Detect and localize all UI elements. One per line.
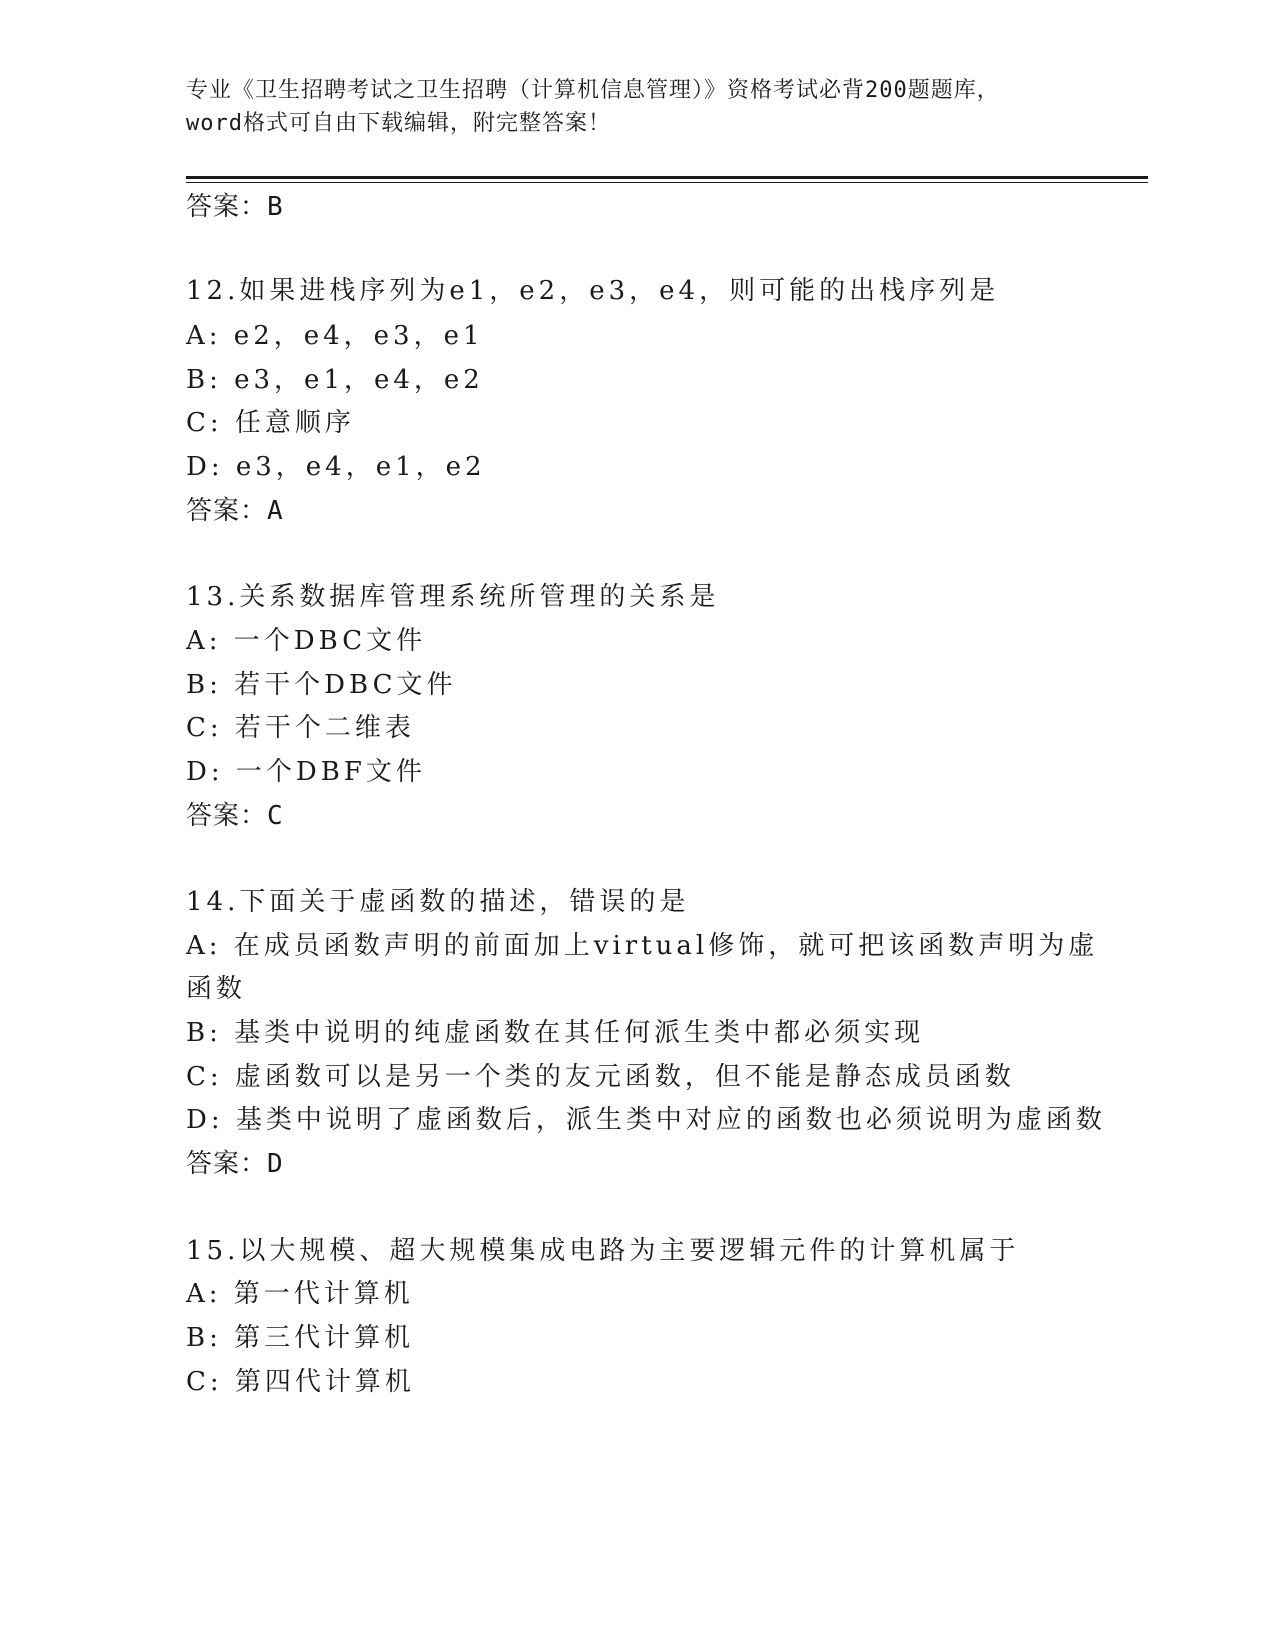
question-13-option-a: A: 一个DBC文件 (186, 626, 427, 656)
question-15-stem: 15.以大规模、超大规模集成电路为主要逻辑元件的计算机属于 (186, 1236, 1020, 1266)
question-12-option-a: A: e2，e4，e3，e1 (186, 321, 484, 351)
question-14-option-a-line-1: A: 在成员函数声明的前面加上virtual修饰，就可把该函数声明为虚 (186, 931, 1099, 961)
question-13-answer: 答案：C (186, 801, 284, 831)
question-13-option-d: D: 一个DBF文件 (186, 757, 426, 787)
question-12-stem: 12.如果进栈序列为e1，e2，e3，e4，则可能的出栈序列是 (186, 276, 1000, 306)
question-14-option-b: B: 基类中说明的纯虚函数在其任何派生类中都必须实现 (186, 1018, 925, 1048)
question-14-answer: 答案：D (186, 1149, 284, 1179)
document-header (186, 74, 1086, 140)
header-rule-thick (186, 176, 1148, 179)
question-14-option-a-line-2: 函数 (186, 974, 247, 1004)
question-13-option-b: B: 若干个DBC文件 (186, 670, 457, 700)
header-line-1: 专业《卫生招聘考试之卫生招聘（计算机信息管理）》资格考试必背200题题库， (186, 78, 1000, 103)
question-14-option-d: D: 基类中说明了虚函数后，派生类中对应的函数也必须说明为虚函数 (186, 1105, 1106, 1135)
header-line-2: word格式可自由下载编辑，附完整答案！ (186, 111, 611, 136)
question-12-option-b: B: e3，e1，e4，e2 (186, 365, 484, 395)
question-14-stem: 14.下面关于虚函数的描述，错误的是 (186, 887, 690, 917)
question-13-option-c: C: 若干个二维表 (186, 713, 415, 743)
question-15-option-a: A: 第一代计算机 (186, 1279, 414, 1309)
question-12-option-d: D: e3，e4，e1，e2 (186, 452, 486, 482)
question-13-stem: 13.关系数据库管理系统所管理的关系是 (186, 582, 720, 612)
question-15-option-c: C: 第四代计算机 (186, 1367, 415, 1397)
question-12-option-c: C: 任意顺序 (186, 408, 355, 438)
answer-prev: 答案：B (186, 192, 284, 222)
question-15-option-b: B: 第三代计算机 (186, 1323, 415, 1353)
question-14-option-c: C: 虚函数可以是另一个类的友元函数，但不能是静态成员函数 (186, 1062, 1015, 1092)
header-rule-thin (186, 182, 1148, 183)
question-12-answer: 答案：A (186, 496, 284, 526)
